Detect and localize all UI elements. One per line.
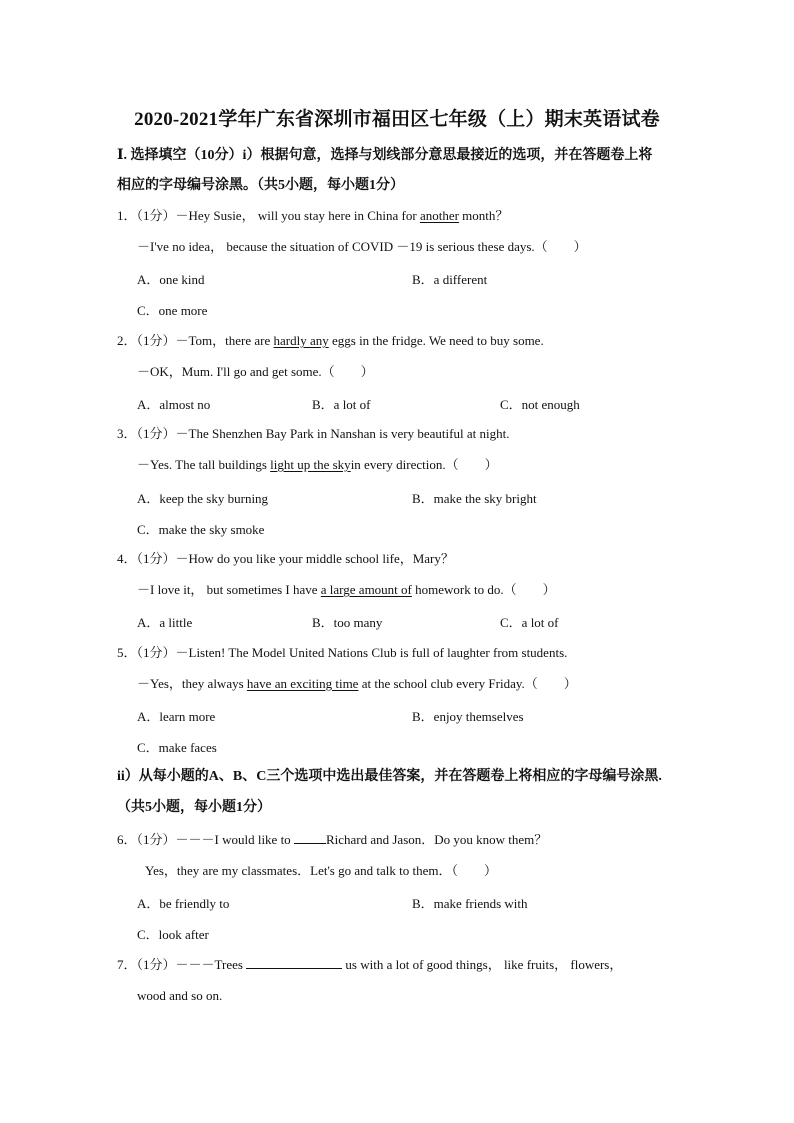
question-5-option-a[interactable]: A．learn more — [137, 709, 216, 724]
question-4-reply: －I love it， but sometimes I have a large amount of homework to do.（ ） — [137, 582, 556, 597]
question-5: 5．（1分）－Listen! The Model United Nations Club is full of laughter from students. — [117, 645, 568, 660]
question-5-option-c[interactable]: C．make faces — [137, 740, 217, 755]
question-3: 3．（1分）－The Shenzhen Bay Park in Nanshan is very beautiful at night. — [117, 426, 510, 441]
question-2-reply: －OK，Mum. I'll go and get some.（ ） — [137, 364, 374, 379]
question-6-option-b[interactable]: B．make friends with — [412, 896, 528, 911]
section1-instruction-line1: Ⅰ. 选择填空（10分）i）根据句意，选择与划线部分意思最接近的选项，并在答题卷上将 — [117, 148, 653, 163]
question-1-option-a[interactable]: A．one kind — [137, 272, 205, 287]
underlined-phrase: another — [419, 208, 459, 223]
question-2: 2．（1分）－Tom，there are hardly any eggs in the fridge. We need to buy some. — [117, 333, 544, 348]
section2-instruction-line2: （共5小题，每小题1分） — [117, 800, 271, 815]
question-1: 1．（1分）－Hey Susie， will you stay here in China for another month？ — [117, 208, 509, 223]
section1-instruction-line2: 相应的字母编号涂黑。（共5小题，每小题1分） — [117, 178, 404, 193]
answer-blank[interactable] — [294, 831, 326, 844]
underlined-phrase: a large amount of — [320, 582, 412, 597]
question-1-reply: －I've no idea， because the situation of COVID －19 is serious these days.（ ） — [137, 239, 587, 254]
question-7-line2: wood and so on. — [137, 988, 223, 1003]
question-4-option-b[interactable]: B．too many — [312, 615, 383, 630]
answer-blank[interactable] — [246, 956, 342, 969]
question-1-option-c[interactable]: C．one more — [137, 303, 208, 318]
question-6-option-c[interactable]: C．look after — [137, 927, 209, 942]
question-6-reply: Yes，they are my classmates．Let's go and talk to them．（ ） — [145, 863, 497, 878]
underlined-phrase: have an exciting time — [246, 676, 359, 691]
question-1-option-b[interactable]: B．a different — [412, 272, 488, 287]
question-2-option-a[interactable]: A．almost no — [137, 397, 211, 412]
question-5-option-b[interactable]: B．enjoy themselves — [412, 709, 524, 724]
question-6: 6．（1分）－－－I would like to Richard and Jason．Do you know them？ — [117, 832, 548, 847]
page-title: 2020-2021学年广东省深圳市福田区七年级（上）期末英语试卷 — [134, 109, 660, 130]
question-3-option-b[interactable]: B．make the sky bright — [412, 491, 537, 506]
underlined-phrase: hardly any — [273, 333, 329, 348]
question-7: 7．（1分）－－－Trees us with a lot of good things， like fruits， flowers， — [117, 957, 623, 972]
question-3-option-c[interactable]: C．make the sky smoke — [137, 522, 265, 537]
section2-instruction-line1: ii）从每小题的A、B、C三个选项中选出最佳答案，并在答题卷上将相应的字母编号涂黑. — [117, 769, 662, 784]
question-3-reply: －Yes. The tall buildings light up the skyin every direction.（ ） — [137, 457, 498, 472]
question-6-option-a[interactable]: A．be friendly to — [137, 896, 230, 911]
question-4-option-a[interactable]: A．a little — [137, 615, 193, 630]
question-4: 4．（1分）－How do you like your middle school life，Mary？ — [117, 551, 454, 566]
question-5-reply: －Yes，they always have an exciting time at the school club every Friday.（ ） — [137, 676, 577, 691]
question-2-option-b[interactable]: B．a lot of — [312, 397, 371, 412]
question-3-option-a[interactable]: A．keep the sky burning — [137, 491, 269, 506]
question-2-option-c[interactable]: C．not enough — [500, 397, 580, 412]
question-4-option-c[interactable]: C．a lot of — [500, 615, 559, 630]
underlined-phrase: light up the sky — [270, 457, 351, 472]
